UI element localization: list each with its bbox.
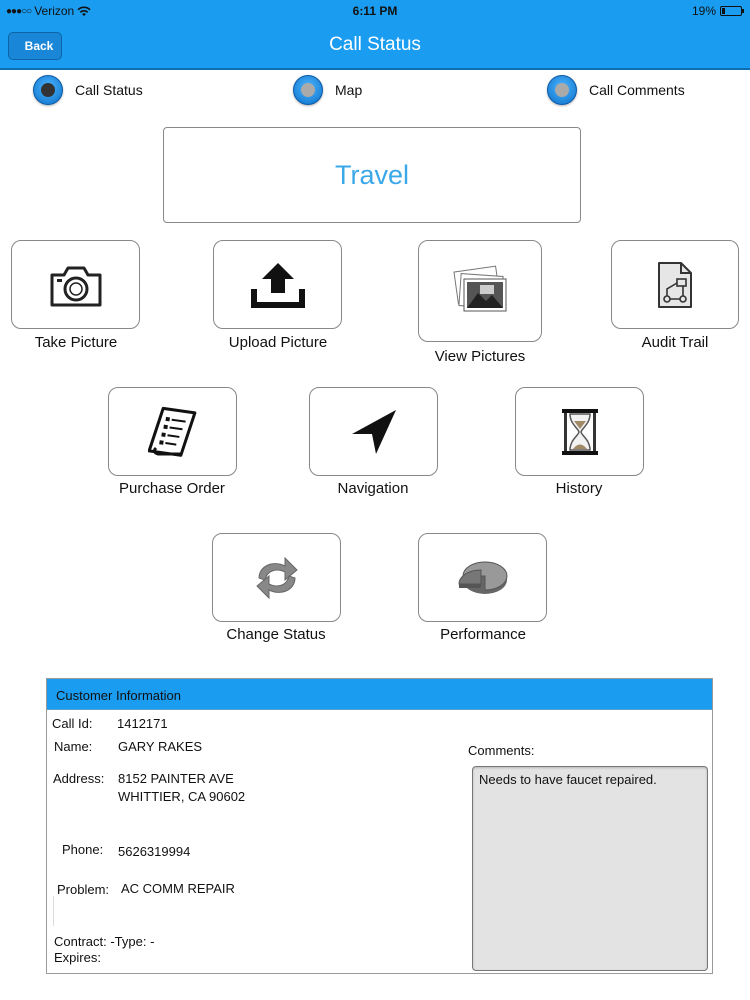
navigation-arrow-icon [348, 406, 400, 458]
customer-information-panel [46, 678, 713, 974]
upload-icon [250, 259, 306, 311]
radio-selected-icon [33, 75, 63, 105]
segment-label: Call Comments [589, 82, 685, 98]
address-label: Address: [53, 771, 105, 786]
back-button[interactable]: Back [8, 32, 62, 60]
audit-trail-button[interactable] [611, 240, 739, 329]
upload-picture-button[interactable] [213, 240, 342, 329]
purchase-order-button[interactable] [108, 387, 237, 476]
radio-icon [293, 75, 323, 105]
comments-textarea[interactable]: Needs to have faucet repaired. [472, 766, 708, 971]
contract-label: Contract: -Type: - [54, 934, 155, 949]
status-time: 6:11 PM [352, 4, 398, 18]
phone-label: Phone: [62, 842, 104, 857]
battery-info [692, 4, 742, 18]
radio-icon [547, 75, 577, 105]
performance-button[interactable] [418, 533, 547, 622]
photos-icon [450, 263, 510, 319]
audit-document-icon [655, 261, 695, 309]
camera-icon [48, 261, 104, 309]
history-label: History [555, 480, 603, 497]
call-status-box[interactable]: Travel [163, 127, 581, 223]
address-line2: WHITTIER, CA 90602 [118, 789, 246, 804]
battery-percent: 19% [691, 4, 716, 18]
history-button[interactable] [515, 387, 644, 476]
segment-map[interactable] [293, 75, 362, 105]
panel-header: Customer Information [47, 679, 712, 710]
problem-label: Problem: [57, 882, 110, 897]
segment-label: Call Status [75, 82, 143, 98]
signal-icon: ●●●○○ [6, 5, 32, 17]
name-value: GARY RAKES [118, 739, 203, 754]
take-picture-button[interactable] [11, 240, 140, 329]
address-line1: 8152 PAINTER AVE [118, 771, 234, 786]
comments-label: Comments: [468, 743, 535, 758]
view-pictures-label: View Pictures [434, 348, 526, 365]
receipt-icon [148, 406, 198, 458]
audit-trail-label: Audit Trail [641, 334, 709, 351]
segment-call-status[interactable] [33, 75, 143, 105]
performance-label: Performance [440, 626, 526, 643]
take-picture-label: Take Picture [34, 334, 118, 351]
view-pictures-button[interactable] [418, 240, 542, 342]
phone-value[interactable]: 5626319994 [118, 844, 191, 859]
segment-call-comments[interactable] [547, 75, 685, 105]
page-title: Call Status [329, 34, 421, 55]
problem-value: AC COMM REPAIR [121, 881, 235, 896]
navigation-label: Navigation [337, 480, 409, 497]
expires-label: Expires: [54, 950, 101, 965]
purchase-order-label: Purchase Order [119, 480, 225, 497]
navigation-button[interactable] [309, 387, 438, 476]
segment-label: Map [335, 82, 363, 98]
pie-chart-icon [455, 554, 511, 602]
call-id-value: 1412171 [117, 716, 168, 731]
name-label: Name: [54, 739, 93, 754]
status-bar [0, 0, 750, 22]
nav-bar [0, 22, 750, 70]
hourglass-icon [560, 407, 600, 457]
refresh-icon [251, 552, 303, 604]
call-id-label: Call Id: [52, 716, 93, 731]
battery-icon [720, 6, 742, 16]
upload-picture-label: Upload Picture [228, 334, 328, 351]
carrier-name: Verizon [34, 4, 75, 18]
change-status-button[interactable] [212, 533, 341, 622]
divider [53, 896, 54, 926]
change-status-label: Change Status [226, 626, 326, 643]
